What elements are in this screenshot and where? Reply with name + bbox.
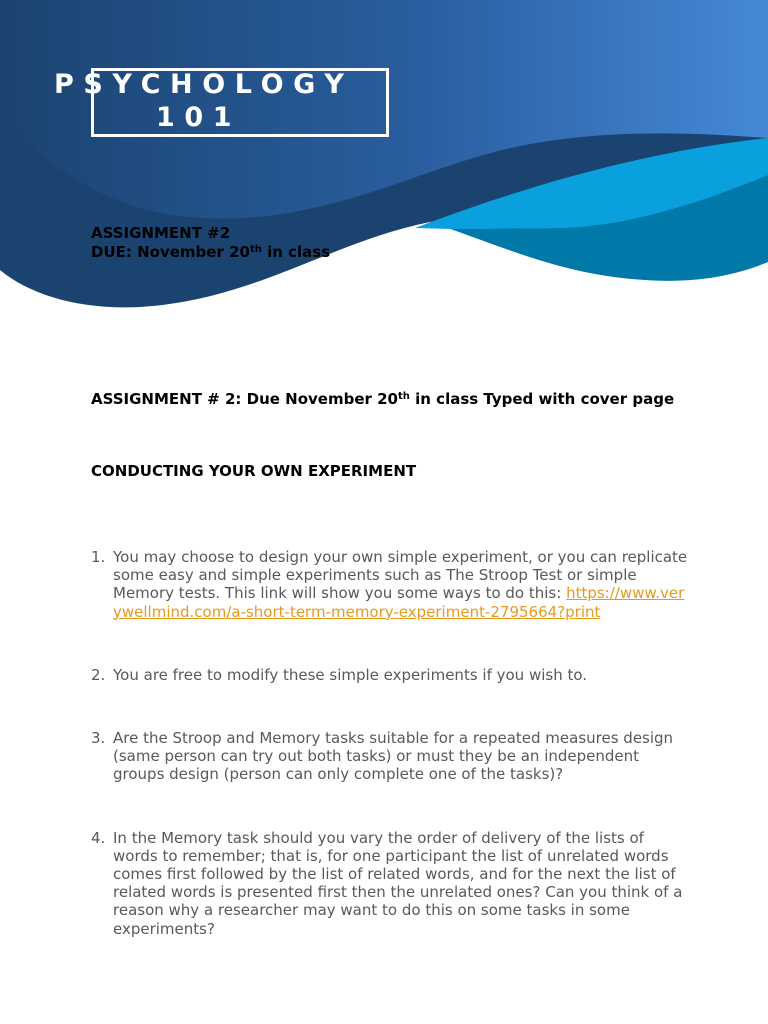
question-number: 4. — [91, 828, 106, 847]
question-text: In the Memory task should you vary the order of delivery of the lists of words to remember; that is, for one participant the list of unrelated words comes first followed by the list of related words, and for the next the list of related words is presented first then the unrelated ones? Can you think of a reason why a researcher may want to do this on some tasks in some experiments? — [113, 828, 683, 938]
assignment-heading-suffix: in class Typed with cover page — [409, 390, 675, 408]
header-wave-banner — [0, 0, 768, 320]
assignment-heading — [91, 390, 674, 409]
due-date-prefix: DUE: November 20 — [91, 243, 250, 261]
question-text: Are the Stroop and Memory tasks suitable for a repeated measures design (same person can try out both tasks) or must they be an independent groups design (person can only complete one of the tasks)? — [113, 729, 674, 784]
question-list — [91, 548, 691, 938]
section-heading: CONDUCTING YOUR OWN EXPERIMENT — [91, 462, 417, 480]
due-date-superscript: th — [249, 244, 262, 255]
assignment-heading-prefix: ASSIGNMENT # 2: Due November 20 — [91, 390, 398, 408]
question-item — [91, 666, 691, 684]
question-text: You may choose to design your own simple experiment, or you can replicate some easy and simple experiments such as The Stroop Test or simple Memory tests. This link will show you some ways to do this: — [113, 548, 688, 603]
question-number: 1. — [91, 548, 106, 566]
question-number: 2. — [91, 665, 106, 684]
assignment-number: ASSIGNMENT #2 — [91, 224, 231, 242]
question-item — [91, 548, 691, 621]
experiment-link[interactable]: https://www.verywellmind.com/a-short-term-memory-experiment-2795664?print — [113, 584, 685, 621]
assignment-header — [91, 224, 330, 262]
course-number: 101 — [156, 102, 242, 133]
course-title: PSYCHOLOGY — [54, 69, 354, 100]
question-number: 3. — [91, 729, 106, 748]
question-item — [91, 829, 691, 938]
question-item — [91, 729, 691, 784]
due-date-suffix: in class — [261, 243, 331, 261]
question-text: You are free to modify these simple experiments if you wish to. — [113, 665, 588, 684]
due-date — [91, 243, 330, 262]
assignment-heading-superscript: th — [398, 391, 410, 402]
